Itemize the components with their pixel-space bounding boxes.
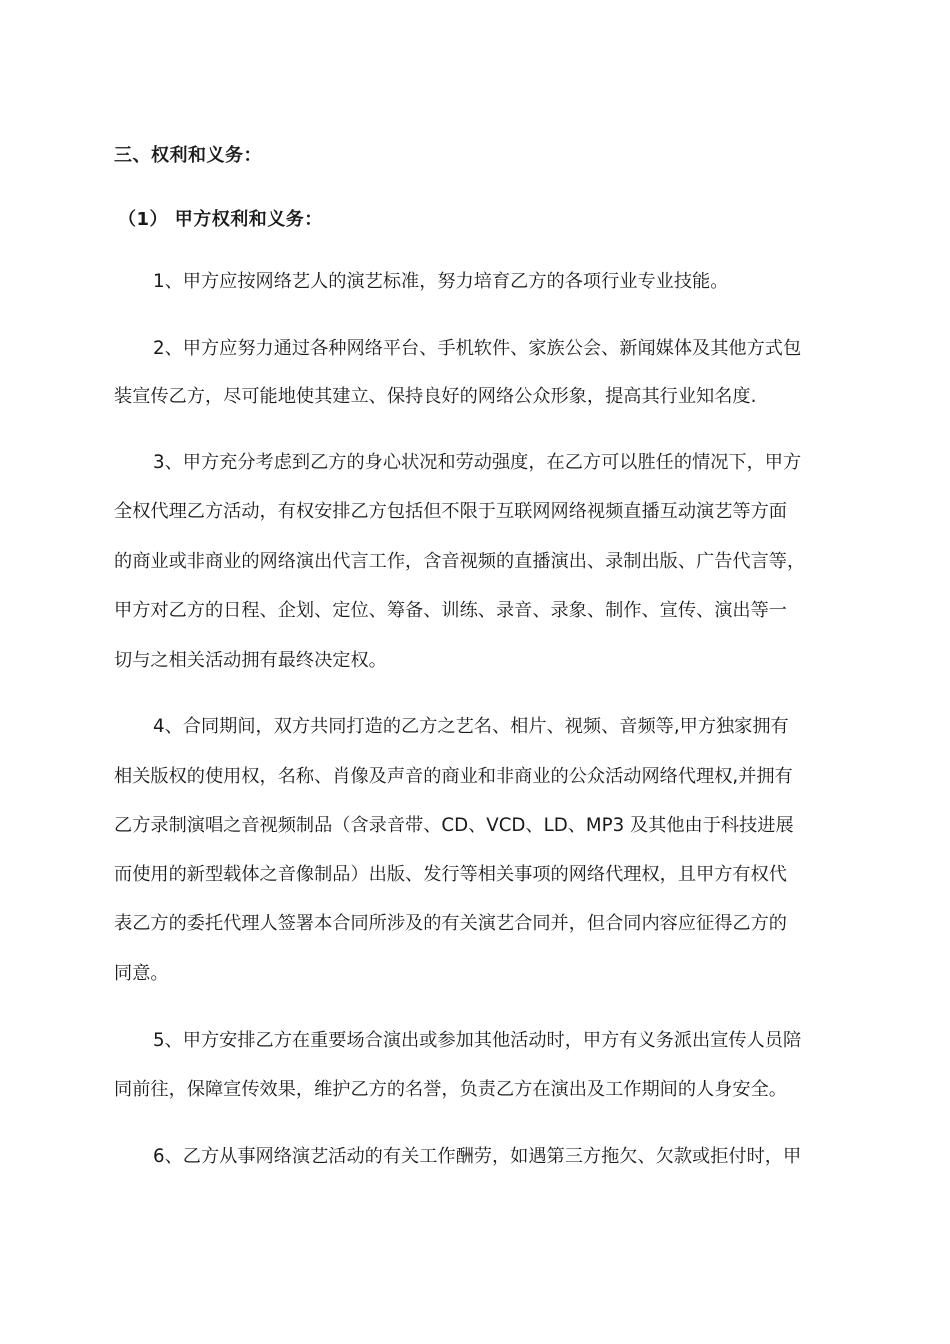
paragraph-line: 同前往，保障宣传效果，维护乙方的名誉，负责乙方在演出及工作期间的人身安全。 — [114, 1079, 787, 1100]
paragraph-line: 乙方录制演唱之音视频制品（含录音带、CD、VCD、LD、MP3 及其他由于科技进展 — [114, 815, 794, 836]
subsection-title: （1） 甲方权利和义务： — [118, 209, 323, 230]
paragraph-line: 表乙方的委托代理人签署本合同所涉及的有关演艺合同并，但合同内容应征得乙方的 — [114, 913, 787, 934]
section-title: 三、权利和义务： — [114, 145, 262, 166]
paragraph-line: 1、甲方应按网络艺人的演艺标准，努力培育乙方的各项行业专业技能。 — [153, 271, 729, 292]
paragraph-line: 全权代理乙方活动，有权安排乙方包括但不限于互联网网络视频直播互动演艺等方面 — [114, 501, 787, 522]
paragraph-line: 的商业或非商业的网络演出代言工作，含音视频的直播演出、录制出版、广告代言等， — [114, 551, 806, 572]
paragraph-line: 而使用的新型载体之音像制品）出版、发行等相关事项的网络代理权，且甲方有权代 — [114, 864, 787, 885]
paragraph-line: 装宣传乙方，尽可能地使其建立、保持良好的网络公众形象，提高其行业知名度. — [114, 386, 757, 407]
paragraph-line: 2、甲方应努力通过各种网络平台、手机软件、家族公会、新闻媒体及其他方式包 — [153, 338, 802, 359]
paragraph-line: 3、甲方充分考虑到乙方的身心状况和劳动强度，在乙方可以胜任的情况下，甲方 — [153, 452, 802, 473]
paragraph-line: 4、合同期间，双方共同打造的乙方之艺名、相片、视频、音频等,甲方独家拥有 — [153, 716, 789, 737]
paragraph-line: 切与之相关活动拥有最终决定权。 — [114, 650, 387, 671]
paragraph-line: 同意。 — [114, 963, 169, 984]
paragraph-line: 5、甲方安排乙方在重要场合演出或参加其他活动时，甲方有义务派出宣传人员陪 — [153, 1030, 802, 1051]
paragraph-line: 6、乙方从事网络演艺活动的有关工作酬劳，如遇第三方拖欠、欠款或拒付时，甲 — [153, 1146, 802, 1167]
paragraph-line: 甲方对乙方的日程、企划、定位、筹备、训练、录音、录象、制作、宣传、演出等一 — [114, 600, 787, 621]
paragraph-line: 相关版权的使用权，名称、肖像及声音的商业和非商业的公众活动网络代理权,并拥有 — [114, 766, 793, 787]
